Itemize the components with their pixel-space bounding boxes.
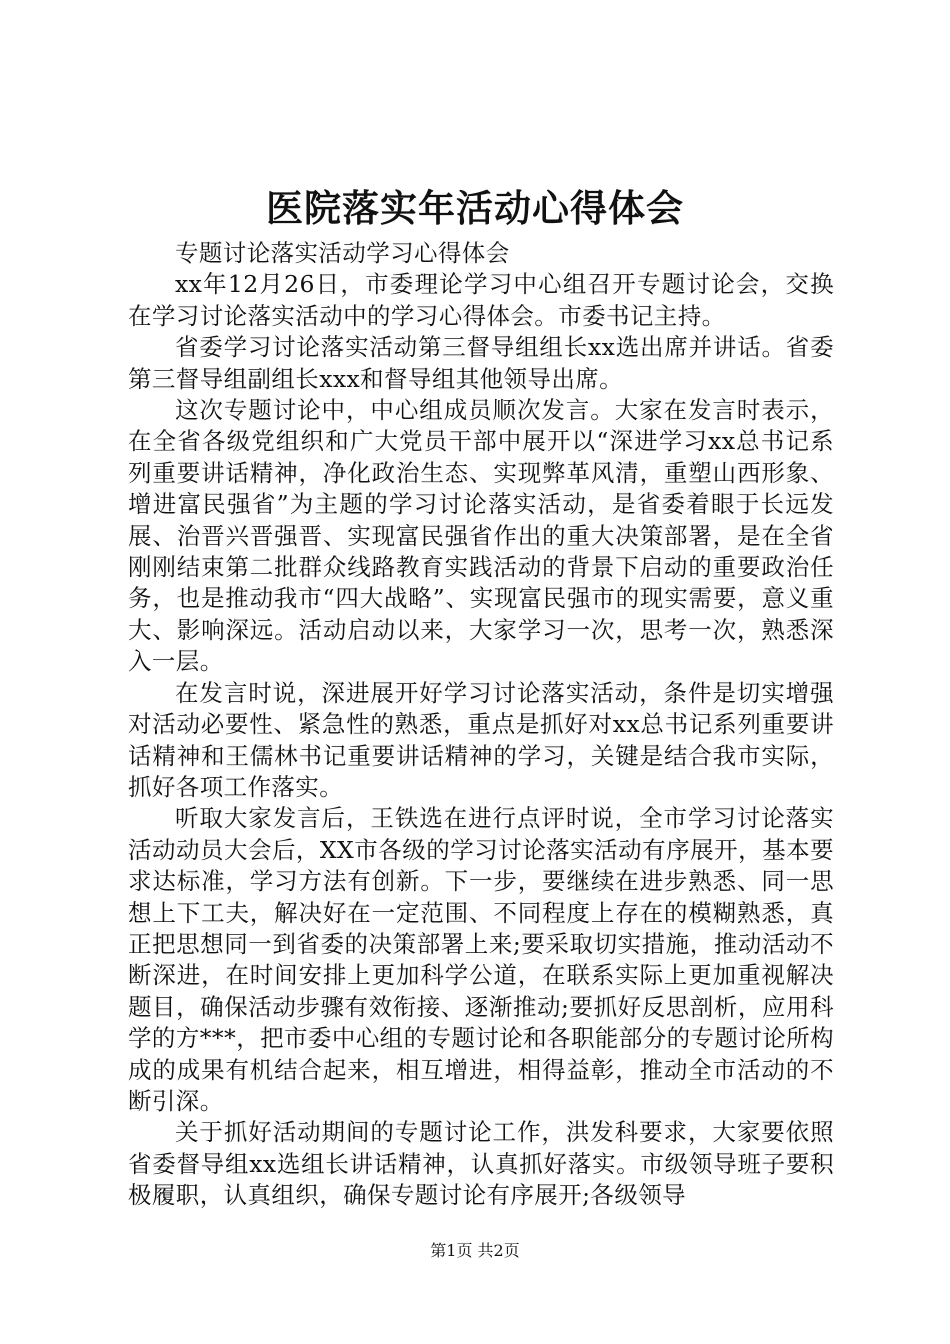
- paragraph: 这次专题讨论中，中心组成员顺次发言。大家在发言时表示，在全省各级党组织和广大党员干部中展开以“深进学习xx总书记系列重要讲话精神，净化政治生态、实现弊革风清，重塑山西形象、增进富民强省”为主题的学习讨论落实活动，是省委着眼于长远发展、治晋兴晋强晋、实现富民强省作出的重大决策部署，是在全省刚刚结束第二批群众线路教育实践活动的背景下启动的重要政治任务，也是推动我市“四大战略”、实现富民强市的现实需要，意义重大、影响深远。活动启动以来，大家学习一次，思考一次，熟悉深入一层。: [128, 396, 834, 676]
- paragraph: 听取大家发言后，王铁选在进行点评时说，全市学习讨论落实活动动员大会后，XX市各级的学习讨论落实活动有序展开，基本要求达标准，学习方法有创新。下一步，要继续在进步熟悉、同一思想上下工夫，解决好在一定范围、不同程度上存在的模糊熟悉，真正把思想同一到省委的决策部署上来;要采取切实措施，推动活动不断深进，在时间安排上更加科学公道，在联系实际上更加重视解决题目，确保活动步骤有效衔接、逐渐推动;要抓好反思剖析，应用科学的方***，把市委中心组的专题讨论和各职能部分的专题讨论所构成的成果有机结合起来，相互增进，相得益彰，推动全市活动的不断引深。: [128, 804, 834, 1115]
- paragraph: xx年12月26日，市委理论学习中心组召开专题讨论会，交换在学习讨论落实活动中的学习心得体会。市委书记主持。: [128, 270, 834, 330]
- paragraph: 关于抓好活动期间的专题讨论工作，洪发科要求，大家要依照省委督导组xx选组长讲话精神，认真抓好落实。市级领导班子要积极履职，认真组织，确保专题讨论有序展开;各级领导: [128, 1118, 834, 1210]
- page-number-footer: 第1页 共2页: [430, 1241, 520, 1260]
- paragraph: 省委学习讨论落实活动第三督导组组长xx选出席并讲话。省委第三督导组副组长xxx和督导组其他领导出席。: [128, 333, 834, 393]
- paragraph: 在发言时说，深进展开好学习讨论落实活动，条件是切实增强对活动必要性、紧急性的熟悉，重点是抓好对xx总书记系列重要讲话精神和王儒林书记重要讲话精神的学习，关键是结合我市实际，抓好各项工作落实。: [128, 678, 834, 801]
- paragraph-subtitle: 专题讨论落实活动学习心得体会: [175, 239, 510, 267]
- document-body: [128, 238, 834, 1212]
- document-title: 医院落实年活动心得体会: [266, 186, 684, 230]
